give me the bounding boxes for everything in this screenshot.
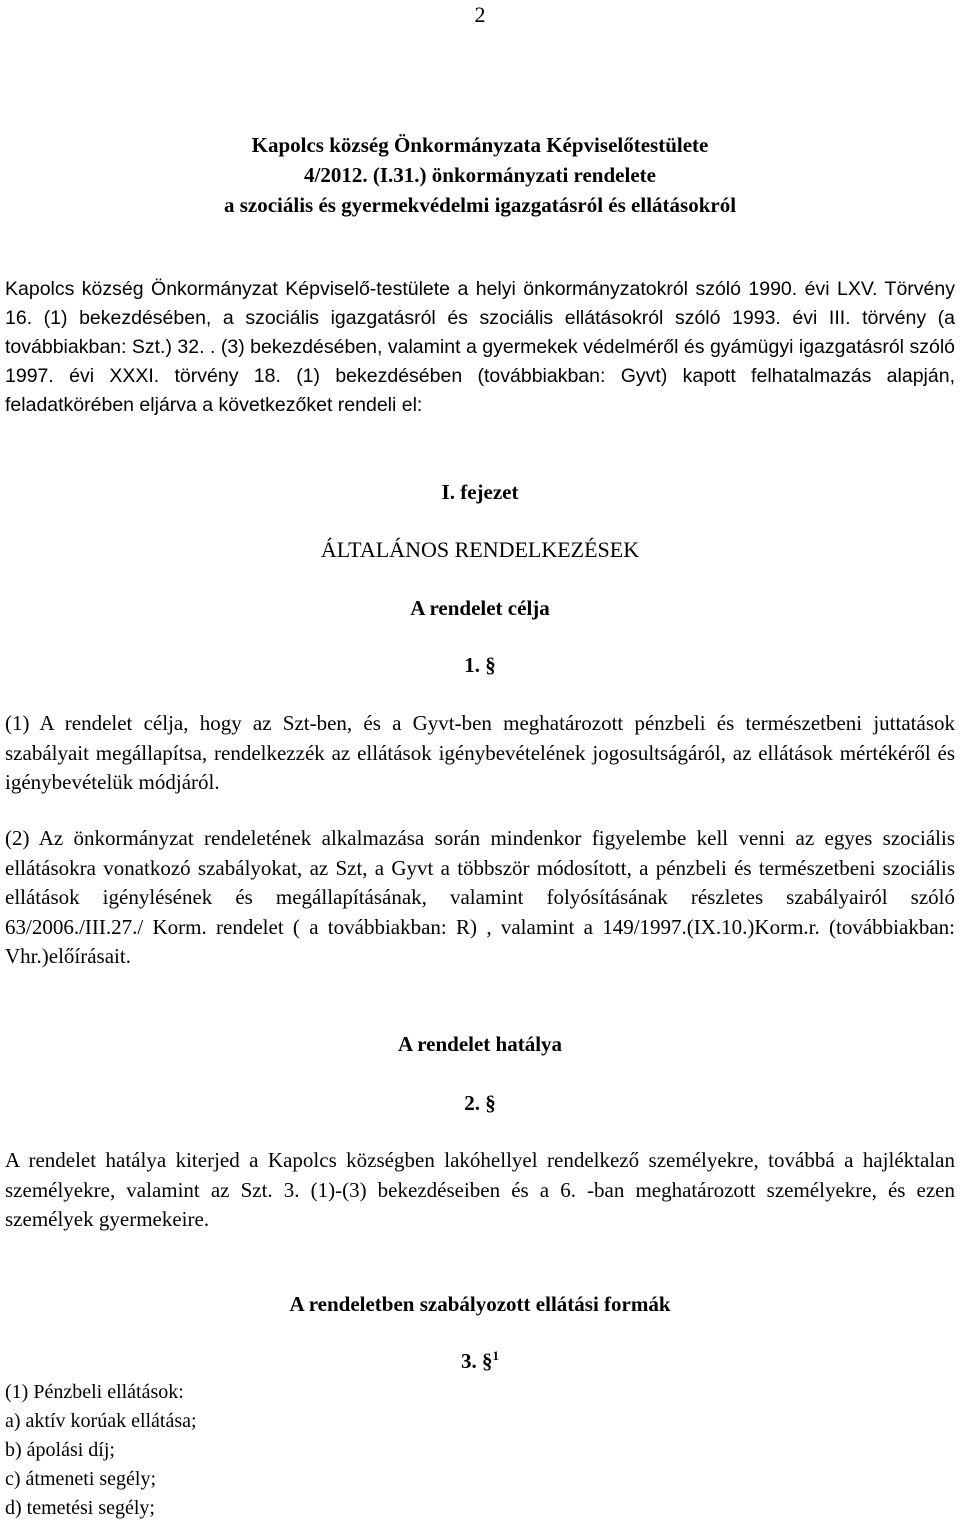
footnote-reference[interactable]: 1 [492, 1348, 499, 1363]
section-1-number: 1. § [464, 653, 496, 677]
section-1-paragraph-2: (2) Az önkormányzat rendeletének alkalmazása során mindenkor figyelembe kell venni az egyes szociális ellátásokra vonatkozó szabályokat, az Szt, a Gyvt a többször módosított, a pénzbeli és természetbeni szociális ellátások igénylésének és megállapításának, valamint folyósításának részletes szabályairól szóló 63/2006./III.27./ Korm. rendelet ( a továbbiakban: R) , valamint a 149/1997.(IX.10.)Korm.r. (továbbiakban: Vhr.)előírásait. [5, 826, 955, 968]
section-1-heading: A rendelet célja [410, 596, 550, 620]
chapter-number: I. fejezet [441, 480, 519, 504]
section-2-heading: A rendelet hatálya [397, 1032, 563, 1056]
benefit-forms-list [5, 1378, 197, 1523]
section-3-heading: A rendeletben szabályozott ellátási formák [289, 1292, 671, 1316]
list-item: (1) Pénzbeli ellátások: [5, 1381, 184, 1403]
header-issuer: Kapolcs község Önkormányzata Képviselőtestülete [251, 133, 709, 157]
page-number: 2 [474, 2, 486, 27]
section-2-paragraph: A rendelet hatálya kiterjed a Kapolcs községben lakóhellyel rendelkező személyekre, továbbá a hajléktalan személyekre, valamint az Szt. 3. (1)-(3) bekezdéseiben és a 6. -ban meghatározott személyekre, és ezen személyek gyermekeire. [5, 1148, 955, 1231]
list-item: b) ápolási díj; [5, 1439, 115, 1461]
section-2-number: 2. § [464, 1091, 496, 1115]
header-decree-title: a szociális és gyermekvédelmi igazgatásról és ellátásokról [223, 193, 737, 217]
list-item: d) temetési segély; [5, 1497, 155, 1519]
section-3-number-line [0, 1348, 960, 1374]
section-1-paragraph-1: (1) A rendelet célja, hogy az Szt-ben, és a Gyvt-ben meghatározott pénzbeli és természetbeni juttatások szabályait megállapítsa, rendelkezzék az ellátások igénybevételének jogosultságáról, az ellátások mértékéről és igénybevételük módjáról. [5, 711, 955, 794]
list-item: c) átmeneti segély; [5, 1468, 157, 1490]
section-3-number: 3. § [461, 1349, 493, 1373]
list-item: a) aktív korúak ellátása; [5, 1410, 197, 1432]
header-decree-number: 4/2012. (I.31.) önkormányzati rendelete [304, 163, 656, 187]
document-header [0, 130, 960, 220]
chapter-title: ÁLTALÁNOS RENDELKEZÉSEK [320, 537, 640, 562]
preamble-paragraph: Kapolcs község Önkormányzat Képviselő-testülete a helyi önkormányzatokról szóló 1990. évi LXV. Törvény 16. (1) bekezdésében, a szociális igazgatásról és szociális ellátásokról szóló 1993. évi III. törvény (a továbbiakban: Szt.) 32. . (3) bekezdésében, valamint a gyermekek védelméről és gyámügyi igazgatásról szóló 1997. évi XXXI. törvény 18. (1) bekezdésében (továbbiakban: Gyvt) kapott felhatalmazás alapján, feladatkörében eljárva a következőket rendeli el: [5, 278, 955, 416]
